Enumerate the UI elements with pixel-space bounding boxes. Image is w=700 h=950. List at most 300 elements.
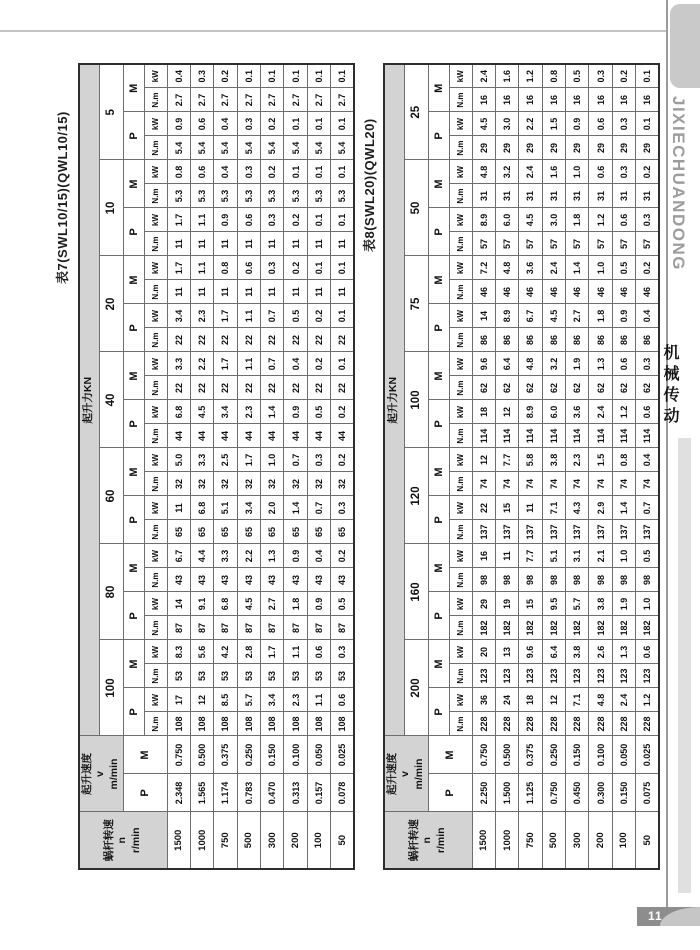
force-data-cell: 74 [519,472,542,496]
force-data-cell: 22 [190,328,213,352]
force-data-cell: 11 [284,232,307,256]
page-number: 11 [648,909,663,923]
force-data-cell: 123 [495,664,518,688]
force-data-cell: 22 [331,376,354,400]
table-row [589,64,612,869]
speed-p-header: P [428,774,472,812]
force-data-cell: 108 [167,712,190,736]
force-data-cell: 1.3 [612,640,635,664]
force-data-cell: 22 [190,376,213,400]
force-data-cell: 0.9 [214,208,237,232]
force-data-cell: 0.9 [284,400,307,424]
force-data-cell: 2.7 [214,88,237,112]
force-data-cell: 43 [190,568,213,592]
force-data-cell: 31 [612,184,635,208]
force-value-header: 200 [404,640,428,736]
force-data-cell: 7.2 [472,256,495,280]
force-data-cell: 5.3 [167,184,190,208]
force-data-cell: 98 [612,568,635,592]
force-m-header: M [123,448,144,496]
force-data-cell: 0.2 [214,64,237,88]
force-data-cell: 65 [261,520,284,544]
force-data-cell: 65 [307,520,330,544]
force-data-cell: 0.4 [214,112,237,136]
force-data-cell: 57 [542,232,565,256]
force-data-cell: 44 [307,424,330,448]
force-data-cell: 11 [284,280,307,304]
force-data-cell: 0.1 [307,208,330,232]
force-data-cell: 0.3 [307,448,330,472]
lift-speed-m-value: 0.250 [542,736,565,774]
force-data-cell: 182 [472,616,495,640]
force-data-cell: 0.7 [261,352,284,376]
force-data-cell: 5.7 [237,688,260,712]
force-data-cell: 137 [542,520,565,544]
force-data-cell: 3.8 [566,640,589,664]
force-data-cell: 4.8 [519,352,542,376]
force-data-cell: 0.1 [331,64,354,88]
force-data-cell: 74 [472,472,495,496]
force-data-cell: 11 [495,544,518,568]
sidebar-section-label: 机械传动 [661,344,678,428]
force-data-cell: 44 [237,424,260,448]
force-data-cell: 2.4 [542,256,565,280]
force-data-cell: 53 [307,664,330,688]
force-data-cell: 9.6 [472,352,495,376]
force-data-cell: 74 [542,472,565,496]
force-data-cell: 29 [472,592,495,616]
force-data-cell: 3.1 [566,544,589,568]
table-row [519,64,542,869]
unit-kw-header: kW [449,544,472,568]
speed-m-header: M [123,736,167,774]
force-data-cell: 31 [495,184,518,208]
force-data-cell: 8.9 [472,208,495,232]
force-data-cell: 2.4 [472,64,495,88]
lift-speed-p-value: 0.150 [612,774,635,812]
force-data-cell: 5.7 [566,592,589,616]
unit-kw-header: kW [449,448,472,472]
force-data-cell: 1.4 [566,256,589,280]
force-data-cell: 2.5 [214,448,237,472]
lift-speed-m-value: 0.050 [307,736,330,774]
force-data-cell: 5.3 [307,184,330,208]
lift-speed-p-value: 0.157 [307,774,330,812]
force-data-cell: 108 [307,712,330,736]
force-data-cell: 0.2 [261,160,284,184]
force-data-cell: 1.1 [307,688,330,712]
force-data-cell: 4.5 [542,304,565,328]
lift-speed-p-value: 0.078 [331,774,354,812]
force-data-cell: 7.7 [495,448,518,472]
lift-speed-p-value: 0.313 [284,774,307,812]
table-row [331,64,354,869]
force-data-cell: 62 [519,376,542,400]
force-data-cell: 0.2 [331,544,354,568]
force-data-cell: 16 [519,88,542,112]
force-data-cell: 16 [472,88,495,112]
lift-speed-m-value: 0.375 [519,736,542,774]
force-data-cell: 22 [307,376,330,400]
force-value-header: 60 [99,448,123,544]
unit-kw-header: kW [144,688,167,712]
force-data-cell: 98 [495,568,518,592]
force-data-cell: 182 [636,616,659,640]
force-data-cell: 22 [214,328,237,352]
force-data-cell: 86 [495,328,518,352]
force-data-cell: 14 [472,304,495,328]
force-data-cell: 1.7 [261,640,284,664]
force-data-cell: 7.7 [519,544,542,568]
force-data-cell: 1.1 [237,304,260,328]
worm-speed-value: 1500 [472,812,495,869]
force-data-cell: 6.8 [167,400,190,424]
force-data-cell: 65 [190,520,213,544]
lift-speed-p-value: 0.783 [237,774,260,812]
force-data-cell: 6.7 [519,304,542,328]
force-data-cell: 0.2 [636,160,659,184]
force-data-cell: 53 [331,664,354,688]
force-data-cell: 24 [495,688,518,712]
force-data-cell: 87 [167,616,190,640]
force-data-cell: 228 [542,712,565,736]
force-data-cell: 57 [612,232,635,256]
force-data-cell: 123 [636,664,659,688]
force-data-cell: 3.8 [589,592,612,616]
unit-nm-header: N.m [449,136,472,160]
unit-kw-header: kW [449,496,472,520]
force-data-cell: 0.6 [589,160,612,184]
lift-speed-p-value: 0.470 [261,774,284,812]
force-data-cell: 0.3 [331,640,354,664]
force-data-cell: 0.3 [237,112,260,136]
table8-rotated-container [383,65,661,870]
unit-nm-header: N.m [449,568,472,592]
force-data-cell: 5.3 [331,184,354,208]
force-data-cell: 137 [589,520,612,544]
force-data-cell: 1.2 [519,64,542,88]
force-m-header: M [123,640,144,688]
unit-kw-header: kW [144,496,167,520]
force-data-cell: 11 [167,496,190,520]
force-data-cell: 46 [542,280,565,304]
force-data-cell: 0.7 [284,448,307,472]
force-p-header: P [428,208,449,256]
force-data-cell: 46 [472,280,495,304]
force-data-cell: 0.4 [307,544,330,568]
unit-kw-header: kW [449,64,472,88]
force-data-cell: 98 [519,568,542,592]
worm-speed-header: 蜗杆转速 n r/min [79,812,167,869]
force-data-cell: 53 [214,664,237,688]
force-data-cell: 44 [331,424,354,448]
force-data-cell: 2.3 [566,448,589,472]
force-data-cell: 0.6 [331,688,354,712]
force-data-cell: 0.6 [636,400,659,424]
force-data-cell: 17 [167,688,190,712]
force-data-cell: 87 [237,616,260,640]
force-data-cell: 16 [612,88,635,112]
force-data-cell: 2.4 [612,688,635,712]
force-data-cell: 0.8 [542,64,565,88]
worm-speed-value: 50 [636,812,659,869]
force-data-cell: 20 [472,640,495,664]
force-data-cell: 29 [519,136,542,160]
force-data-cell: 1.5 [589,448,612,472]
force-data-cell: 2.3 [190,304,213,328]
force-data-cell: 114 [612,424,635,448]
force-data-cell: 114 [636,424,659,448]
force-data-cell: 57 [495,232,518,256]
force-data-cell: 11 [190,232,213,256]
force-data-cell: 9.6 [519,640,542,664]
force-data-cell: 1.3 [589,352,612,376]
force-data-cell: 32 [307,472,330,496]
force-p-header: P [428,592,449,640]
force-data-cell: 5.4 [307,136,330,160]
force-data-cell: 0.2 [284,208,307,232]
force-data-cell: 31 [636,184,659,208]
worm-speed-value: 200 [284,812,307,869]
force-data-cell: 4.5 [237,592,260,616]
unit-nm-header: N.m [144,136,167,160]
force-value-header: 100 [404,352,428,448]
force-data-cell: 0.6 [307,640,330,664]
force-data-cell: 8.5 [214,688,237,712]
force-value-header: 10 [99,160,123,256]
force-data-cell: 0.6 [612,208,635,232]
force-data-cell: 11 [519,496,542,520]
lift-speed-p-value: 0.300 [589,774,612,812]
force-data-cell: 5.4 [331,136,354,160]
force-data-cell: 0.2 [284,256,307,280]
force-data-cell: 108 [237,712,260,736]
force-data-cell: 0.4 [284,352,307,376]
force-data-cell: 43 [307,568,330,592]
force-value-header: 25 [404,64,428,160]
force-data-cell: 16 [542,88,565,112]
force-data-cell: 4.5 [519,208,542,232]
table8-title: 表8(SWL20)(QWL20) [362,118,377,252]
force-data-cell: 16 [495,88,518,112]
force-data-cell: 3.4 [214,400,237,424]
force-data-cell: 114 [519,424,542,448]
force-m-header: M [428,640,449,688]
force-data-cell: 0.1 [307,112,330,136]
force-data-cell: 12 [472,448,495,472]
force-data-cell: 2.8 [237,640,260,664]
force-data-cell: 2.9 [589,496,612,520]
force-data-cell: 1.4 [284,496,307,520]
lift-speed-m-value: 0.250 [237,736,260,774]
t7-table [78,63,355,870]
force-data-cell: 2.0 [261,496,284,520]
force-data-cell: 62 [636,376,659,400]
force-p-header: P [428,496,449,544]
force-data-cell: 1.0 [566,160,589,184]
force-data-cell: 0.8 [612,448,635,472]
force-value-header: 5 [99,64,123,160]
force-data-cell: 11 [190,280,213,304]
force-data-cell: 1.0 [261,448,284,472]
force-data-cell: 137 [612,520,635,544]
force-data-cell: 31 [542,184,565,208]
force-data-cell: 22 [331,328,354,352]
lift-speed-p-value: 1.500 [495,774,518,812]
force-data-cell: 114 [566,424,589,448]
unit-kw-header: kW [449,256,472,280]
force-data-cell: 32 [261,472,284,496]
force-data-cell: 13 [495,640,518,664]
force-data-cell: 0.1 [331,208,354,232]
unit-kw-header: kW [144,640,167,664]
force-data-cell: 53 [190,664,213,688]
unit-nm-header: N.m [144,520,167,544]
unit-nm-header: N.m [449,232,472,256]
force-data-cell: 29 [636,136,659,160]
force-data-cell: 0.3 [636,352,659,376]
force-data-cell: 32 [331,472,354,496]
force-data-cell: 22 [167,328,190,352]
unit-nm-header: N.m [449,712,472,736]
force-data-cell: 0.3 [261,256,284,280]
unit-nm-header: N.m [144,328,167,352]
force-data-cell: 32 [190,472,213,496]
unit-kw-header: kW [144,448,167,472]
force-data-cell: 137 [472,520,495,544]
force-data-cell: 44 [261,424,284,448]
table-row [566,64,589,869]
force-data-cell: 1.6 [542,160,565,184]
force-data-cell: 98 [472,568,495,592]
force-m-header: M [123,64,144,112]
force-data-cell: 29 [566,136,589,160]
lift-speed-p-value: 1.565 [190,774,213,812]
force-data-cell: 1.8 [566,208,589,232]
force-data-cell: 62 [542,376,565,400]
force-data-cell: 0.7 [636,496,659,520]
force-p-header: P [123,112,144,160]
force-data-cell: 137 [519,520,542,544]
worm-speed-value: 500 [542,812,565,869]
table7-rotated-container [78,65,356,870]
force-data-cell: 0.5 [307,400,330,424]
force-data-cell: 0.1 [636,112,659,136]
force-data-cell: 2.3 [284,688,307,712]
lift-speed-m-value: 0.025 [636,736,659,774]
force-data-cell: 22 [167,376,190,400]
lift-speed-p-value: 0.075 [636,774,659,812]
force-data-cell: 3.8 [542,448,565,472]
unit-kw-header: kW [449,688,472,712]
force-data-cell: 1.2 [636,688,659,712]
unit-kw-header: kW [144,544,167,568]
force-value-header: 80 [99,544,123,640]
unit-kw-header: kW [144,64,167,88]
force-data-cell: 0.7 [307,496,330,520]
force-data-cell: 46 [495,280,518,304]
lift-speed-m-value: 0.150 [566,736,589,774]
force-data-cell: 0.3 [190,64,213,88]
force-data-cell: 228 [519,712,542,736]
lift-speed-header: 起升速度 v m/min [79,736,123,812]
force-data-cell: 3.0 [495,112,518,136]
force-data-cell: 0.1 [307,160,330,184]
force-data-cell: 46 [519,280,542,304]
force-data-cell: 65 [237,520,260,544]
force-data-cell: 182 [612,616,635,640]
force-m-header: M [428,544,449,592]
force-m-header: M [123,544,144,592]
force-p-header: P [123,400,144,448]
unit-kw-header: kW [144,352,167,376]
force-data-cell: 62 [472,376,495,400]
force-data-cell: 5.3 [261,184,284,208]
force-data-cell: 114 [472,424,495,448]
force-data-cell: 1.7 [214,304,237,328]
force-data-cell: 5.0 [167,448,190,472]
force-data-cell: 4.8 [589,688,612,712]
force-data-cell: 1.0 [636,592,659,616]
force-data-cell: 53 [167,664,190,688]
force-data-cell: 0.2 [612,64,635,88]
force-data-cell: 8.9 [495,304,518,328]
force-value-header: 100 [99,640,123,736]
lift-speed-p-value: 2.348 [167,774,190,812]
force-data-cell: 123 [566,664,589,688]
force-data-cell: 0.3 [636,208,659,232]
force-data-cell: 2.1 [589,544,612,568]
force-data-cell: 5.4 [284,136,307,160]
force-data-cell: 5.4 [214,136,237,160]
force-data-cell: 87 [307,616,330,640]
force-data-cell: 2.7 [331,88,354,112]
force-data-cell: 0.1 [237,64,260,88]
force-data-cell: 1.8 [284,592,307,616]
lift-speed-p-value: 0.750 [542,774,565,812]
force-data-cell: 0.3 [612,112,635,136]
force-data-cell: 0.5 [636,544,659,568]
force-data-cell: 4.3 [566,496,589,520]
force-data-cell: 44 [167,424,190,448]
force-p-header: P [428,688,449,736]
force-value-header: 50 [404,160,428,256]
force-data-cell: 3.3 [190,448,213,472]
unit-nm-header: N.m [449,376,472,400]
force-data-cell: 0.1 [331,352,354,376]
unit-nm-header: N.m [449,472,472,496]
force-p-header: P [123,304,144,352]
force-data-cell: 32 [237,472,260,496]
force-data-cell: 11 [214,232,237,256]
force-data-cell: 137 [566,520,589,544]
unit-kw-header: kW [449,304,472,328]
force-data-cell: 7.1 [542,496,565,520]
force-data-cell: 3.6 [566,400,589,424]
force-data-cell: 2.2 [519,112,542,136]
force-data-cell: 1.4 [261,400,284,424]
force-data-cell: 0.5 [566,64,589,88]
force-data-cell: 43 [284,568,307,592]
page-badge-swoosh [660,907,700,926]
force-data-cell: 46 [636,280,659,304]
force-m-header: M [123,256,144,304]
force-data-cell: 11 [167,232,190,256]
force-data-cell: 2.4 [589,400,612,424]
lift-speed-p-value: 0.450 [566,774,589,812]
force-data-cell: 16 [636,88,659,112]
force-data-cell: 3.4 [167,304,190,328]
